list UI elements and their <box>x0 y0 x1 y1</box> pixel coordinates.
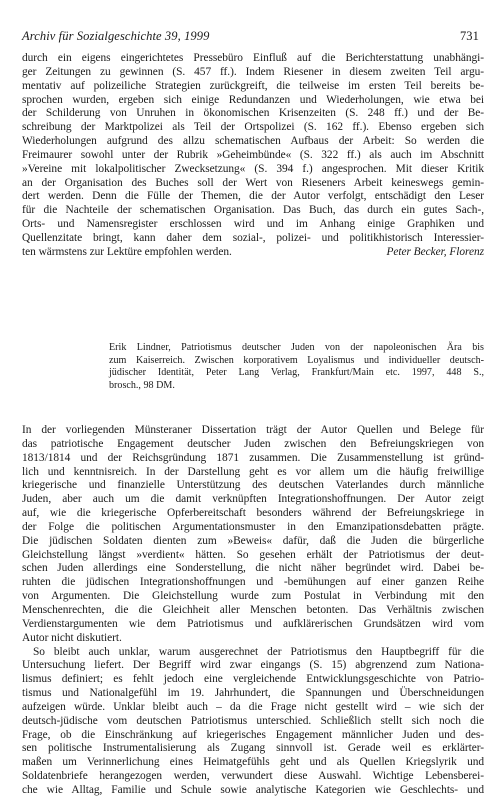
text-line: sen politische Instrumentalisierung als Zugang sinnvoll ist. Gerade weil es erklärter- <box>22 742 484 755</box>
text-line: tismus und Nationalgefühl im 19. Jahrhundert, die Spannungen und Überschneidungen <box>22 687 484 700</box>
running-header <box>22 29 479 44</box>
text-line: Juden, aber auch um die damit verknüpften Integrationshoffnungen. Der Autor zeigt <box>22 493 484 506</box>
biblio-line: Erik Lindner, Patriotismus deutscher Juden von der napoleonischen Ära bis <box>109 342 484 353</box>
text-line: von Argumenten. Die Gleichstellung wurde zum Postulat in Verbindung mit den <box>22 590 484 603</box>
review-peter-becker <box>22 52 484 260</box>
text-line: Menschenrechten, die die Gleichheit aller Menschen betonten. Das Verhältnis zwischen <box>22 603 484 616</box>
text-line: schreibung der Marktpolizei als Teil der Ortspolizei (S. 162 ff.). Ebenso ergeben sich <box>22 121 484 134</box>
text-line: »Vereine mit lokalpolitischer Zwecksetzung« (S. 394 f.) angesprochen. Mit dieser Kritik <box>22 162 484 175</box>
text-line: Die jüdischen Soldaten dienten zum »Beweis« dafür, daß die Juden die bürgerliche <box>22 534 484 547</box>
text-line: ten wärmstens zur Lektüre empfohlen werden. <box>22 245 232 258</box>
closing-line <box>22 246 484 260</box>
reviewer-signature: Peter Becker, Florenz <box>386 245 484 258</box>
text-line: maßen um Verinnerlichung eines Heimatgefühls geht und als Quellen Kriegslyrik und <box>22 756 484 769</box>
text-line: Frage, ob die Einschränkung auf kriegerisches Engagement männlicher Juden und des- <box>22 728 484 741</box>
biblio-line: jüdischer Identität, Peter Lang Verlag, Frankfurt/Main etc. 1997, 448 S., <box>109 367 484 379</box>
text-line: Autor nicht diskutiert. <box>22 631 122 644</box>
text-line: che wie Alltag, Familie und Schule sowie analytische Kategorien wie Geschlechts- und <box>22 783 484 796</box>
text-line: lich und kenntnisreich. In der Darstellung geht es vor allem um die häufig freiwillige <box>22 465 484 478</box>
text-line: durch ein eigens eingerichtetes Pressebüro Einfluß auf die Berichterstattung unabhängi- <box>22 52 484 64</box>
text-line: der Folge die politischen Argumentationsmuster in den Emanzipationsdebatten prägte. <box>22 520 484 533</box>
text-line: ruhten die jüdischen Integrationshoffnungen und -bemühungen auf einer ganzen Reihe <box>22 576 484 589</box>
text-line: Untersuchung liefert. Der Begriff wird zwar eingangs (S. 15) abgrenzend zum Nationa- <box>22 659 484 672</box>
text-line: kriegerische und finanzielle Unterstützung des deutschen Vaterlandes durch männliche <box>22 479 484 492</box>
text-line: der Schilderung von Unruhen in ökonomischen Krisenzeiten (S. 248 ff.) und der Be- <box>22 107 484 120</box>
biblio-line: zum Kaiserreich. Zwischen korporativem Loyalismus und individueller deutsch- <box>109 354 484 366</box>
text-line: Verdienstargumenten wie dem Patriotismus und aufklärerischen Grundsätzen wird vom <box>22 617 484 630</box>
text-line: Quellenzitate bringt, kann daher dem sozial-, polizei- und politikhistorisch Interessier- <box>22 231 484 244</box>
text-line: Soldatenbriefe herangezogen werden, verwundert diese Auswahl. Wichtige Lebensberei- <box>22 770 484 783</box>
text-line: So bleibt auch unklar, warum ausgerechnet der Patriotismus den Hauptbegriff für die <box>33 645 484 658</box>
text-line: lismus definiert; es fehlt jedoch eine vergleichende Entwicklungsgeschichte von Patrio- <box>22 673 484 686</box>
text-line: deutsch-jüdische vom deutschen Patriotismus unterschied. Schließlich stellt sich noch die <box>22 714 484 727</box>
text-line: mentativ auf polizeiliche Strategien zurückgreift, die teilweise im ersten Teil bereits be- <box>22 79 484 92</box>
text-line: Gleichstellung längst »verdient« hätten. So gesehen erhält der Patriotismus der deut- <box>22 548 484 561</box>
text-line: ger Zeitungen zu gewinnen (S. 457 ff.). Indem Riesener in diesem zweiten Teil argu- <box>22 65 484 78</box>
text-line: für die Nachteile der schematischen Organisation. Das Buch, das durch ein gutes Sach-, <box>22 204 484 217</box>
biblio-line: brosch., 98 DM. <box>109 379 175 391</box>
page-number: 731 <box>459 29 479 43</box>
review-lindner <box>22 424 484 798</box>
bibliographic-entry <box>109 342 484 392</box>
text-line: sprochen wurden, ergeben sich einige Redundanzen und Wiederholungen, wie etwa bei <box>22 93 484 106</box>
journal-title: Archiv für Sozialgeschichte 39, 1999 <box>22 29 210 43</box>
text-line: schen Juden allerdings eine Sonderstellung, die nicht näher begründet wird. Dabei be- <box>22 562 484 575</box>
text-line: an der Organisation des Buches soll der Wert von Rieseners Arbeit keineswegs gemin- <box>22 176 484 189</box>
text-line: das patriotische Engagement deutscher Juden zwischen den Befreiungskriegen von <box>22 437 484 450</box>
text-line: aufzeigen würde. Unklar bleibt auch – da die Frage nicht gestellt wird – wie sich der <box>22 700 484 713</box>
text-line: Orts- und Namensregister erschlossen wird und im Anhang einige Graphiken und <box>22 218 484 231</box>
text-line: In der vorliegenden Münsteraner Dissertation trägt der Autor Quellen und Belege für <box>22 424 484 436</box>
text-line: Wiederholungen aufgrund des allzu schematischen Aufbaus der Arbeit: So werden die <box>22 135 484 148</box>
text-line: auf, wie die kriegerische Opferbereitschaft besonders während der Befreiungskriege in <box>22 507 484 520</box>
text-line: Freimaurer sowohl unter der Rubrik »Geheimbünde« (S. 322 ff.) als auch im Abschnitt <box>22 148 484 161</box>
text-line: dert werden. Denn die Fülle der Themen, die der Autor verfolgt, entschädigt den Leser <box>22 190 484 203</box>
text-line: 1813/1814 und der Reichsgründung 1871 zusammen. Die Zusammenstellung ist gründ- <box>22 451 484 464</box>
